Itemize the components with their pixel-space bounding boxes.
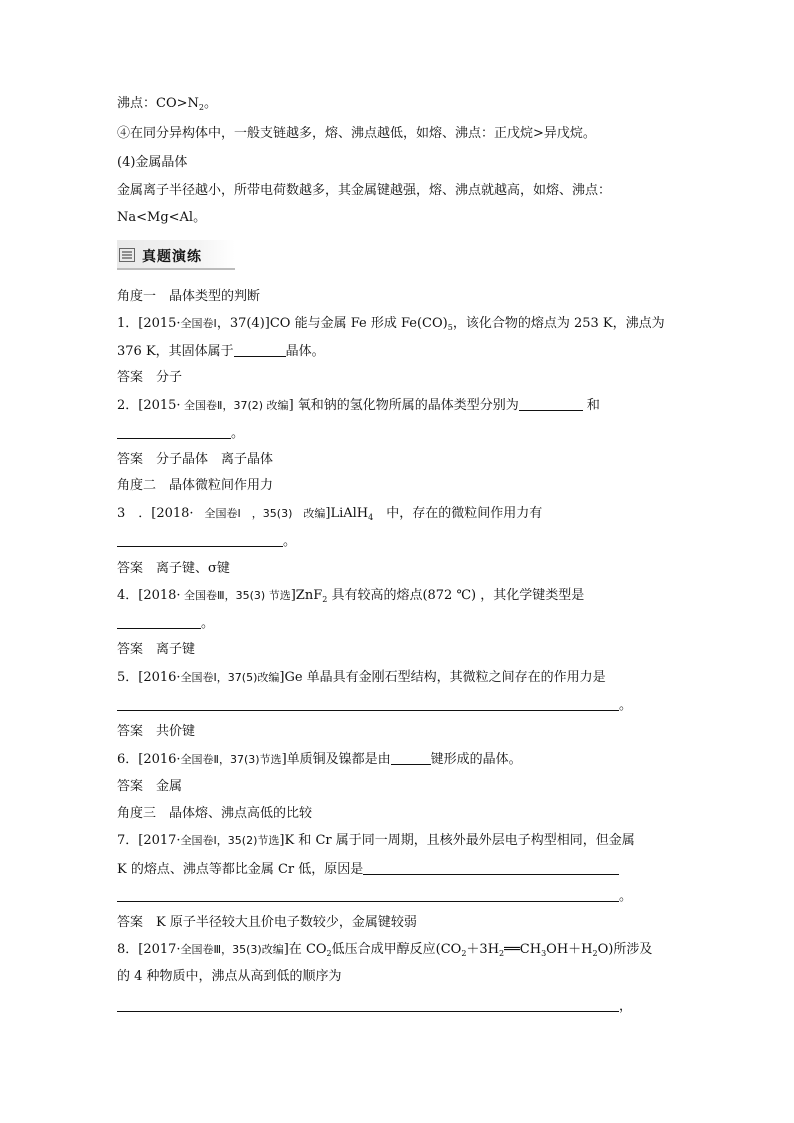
source: 全国卷Ⅰ: [180, 317, 217, 330]
text: OH＋H: [546, 942, 593, 957]
text: ]K 和 Cr 属于同一周期，且核外最外层电子构型相同，但金属: [279, 833, 635, 848]
answer-7: 答案 K 原子半径较大且价电子数较少，金属键较弱: [117, 915, 417, 930]
text: ] 氧和钠的氢化物所属的晶体类型分别为: [288, 398, 519, 413]
text: 4．[2018·: [117, 588, 181, 603]
intro-line-2: ④在同分异构体中，一般支链越多，熔、沸点越低，如熔、沸点：正戊烷>异戊烷。: [117, 126, 596, 141]
text: ＋3H: [466, 942, 500, 957]
question-8-line-2: 的 4 种物质中，沸点从高到低的顺序为: [117, 969, 342, 984]
text: 。: [619, 889, 633, 904]
text: 。: [201, 616, 215, 631]
subscript: 3: [541, 949, 547, 958]
question-7-line-3: [117, 887, 632, 906]
intro-line-4: 金属离子半径越小，所带电荷数越多，其金属键越强，熔、沸点就越高，如熔、沸点：: [117, 183, 612, 198]
answer-blank[interactable]: [234, 342, 286, 357]
section-title: 真题演练: [142, 249, 202, 265]
section-doc-icon: [119, 248, 135, 262]
question-5-line-1: [117, 669, 606, 687]
text: ══CH: [504, 942, 542, 957]
question-1-line-1: [117, 315, 665, 333]
text: 具有较高的熔点(872 ℃) ，其化学键类型是: [327, 588, 585, 603]
text: 3 ．[2018·: [117, 506, 194, 521]
answer-5: 答案 共价键: [117, 724, 196, 739]
text: ，37(4)]CO 能与金属 Fe 形成 Fe(CO): [216, 316, 448, 331]
answer-blank[interactable]: [391, 750, 431, 765]
question-8-line-3: [117, 997, 632, 1016]
subscript: 2: [592, 949, 598, 958]
text: ]ZnF: [290, 588, 323, 603]
text: 键形成的晶体。: [430, 752, 522, 767]
question-8-line-1: [117, 941, 652, 959]
answer-3: 答案 离子键、σ键: [117, 561, 230, 576]
text: 2．[2015·: [117, 398, 181, 413]
source: 全国卷Ⅰ ，35(3) 改编: [193, 507, 326, 520]
source: 全国卷Ⅲ，35(3) 节选: [180, 589, 291, 602]
angle-heading-1: 角度一 晶体类型的判断: [117, 289, 261, 304]
section-header: [117, 240, 235, 270]
answer-blank[interactable]: [117, 424, 231, 439]
section-underline: [117, 268, 235, 270]
source: 全国卷Ⅲ，35(3)改编: [180, 943, 284, 956]
text: 晶体。: [285, 344, 325, 359]
source: 全国卷Ⅱ，37(2) 改编: [180, 399, 289, 412]
text: 。: [203, 96, 217, 111]
answer-blank[interactable]: [363, 860, 619, 875]
answer-blank[interactable]: [117, 997, 619, 1012]
text: 5．[2016·: [117, 670, 181, 685]
text: 。: [231, 426, 245, 441]
text: ]LiAlH: [325, 506, 369, 521]
text: 中，存在的微粒间作用力有: [373, 506, 543, 521]
text: 。: [283, 534, 297, 549]
question-5-line-2: [117, 696, 632, 715]
text: 和: [582, 398, 600, 413]
answer-4: 答案 离子键: [117, 642, 196, 657]
text: 8．[2017·: [117, 942, 181, 957]
subscript: 4: [368, 513, 374, 522]
source: 全国卷Ⅱ，37(3)节选: [180, 753, 282, 766]
answer-blank[interactable]: [117, 887, 619, 902]
subscript: 5: [447, 323, 453, 332]
subscript: 2: [322, 595, 328, 604]
source: 全国卷Ⅰ，37(5)改编: [180, 671, 280, 684]
text: 1．[2015·: [117, 316, 181, 331]
intro-line-1: [117, 95, 217, 113]
text: 7．[2017·: [117, 833, 181, 848]
question-4-line-2: [117, 614, 214, 633]
answer-blank[interactable]: [117, 614, 201, 629]
subscript: 2: [461, 949, 467, 958]
subscript: 2: [198, 103, 204, 112]
answer-blank[interactable]: [519, 396, 583, 411]
text: ]单质铜及镍都是由: [281, 752, 391, 767]
question-2-line-1: [117, 396, 600, 415]
question-6-line-1: [117, 750, 522, 769]
answer-1: 答案 分子: [117, 370, 183, 385]
text: 376 K，其固体属于: [117, 344, 234, 359]
question-4-line-1: [117, 587, 584, 605]
text: ]在 CO: [283, 942, 327, 957]
question-3-line-1: [117, 505, 542, 523]
angle-heading-3: 角度三 晶体熔、沸点高低的比较: [117, 806, 313, 821]
text: 沸点：CO>N: [117, 96, 199, 111]
text: O)所涉及: [597, 942, 653, 957]
question-1-line-2: [117, 342, 325, 361]
answer-blank[interactable]: [117, 532, 283, 547]
question-7-line-2: [117, 860, 619, 879]
question-2-line-2: [117, 424, 244, 443]
text: 。: [619, 698, 633, 713]
text: 6．[2016·: [117, 752, 181, 767]
text: ，: [619, 999, 633, 1014]
answer-2: 答案 分子晶体 离子晶体: [117, 452, 274, 467]
text: 低压合成甲醇反应(CO: [331, 942, 462, 957]
source: 全国卷Ⅰ，35(2)节选: [180, 834, 280, 847]
subscript: 2: [499, 949, 505, 958]
intro-line-5: Na<Mg<Al。: [117, 210, 207, 225]
text: ]Ge 单晶具有金刚石型结构，其微粒之间存在的作用力是: [279, 670, 606, 685]
angle-heading-2: 角度二 晶体微粒间作用力: [117, 478, 274, 493]
text: K 的熔点、沸点等都比金属 Cr 低，原因是: [117, 862, 364, 877]
question-3-line-2: [117, 532, 296, 551]
answer-6: 答案 金属: [117, 779, 183, 794]
text: ，该化合物的熔点为 253 K，沸点为: [452, 316, 665, 331]
intro-line-3: (4)金属晶体: [117, 155, 188, 170]
answer-blank[interactable]: [117, 696, 619, 711]
subscript: 2: [326, 949, 332, 958]
question-7-line-1: [117, 832, 635, 850]
